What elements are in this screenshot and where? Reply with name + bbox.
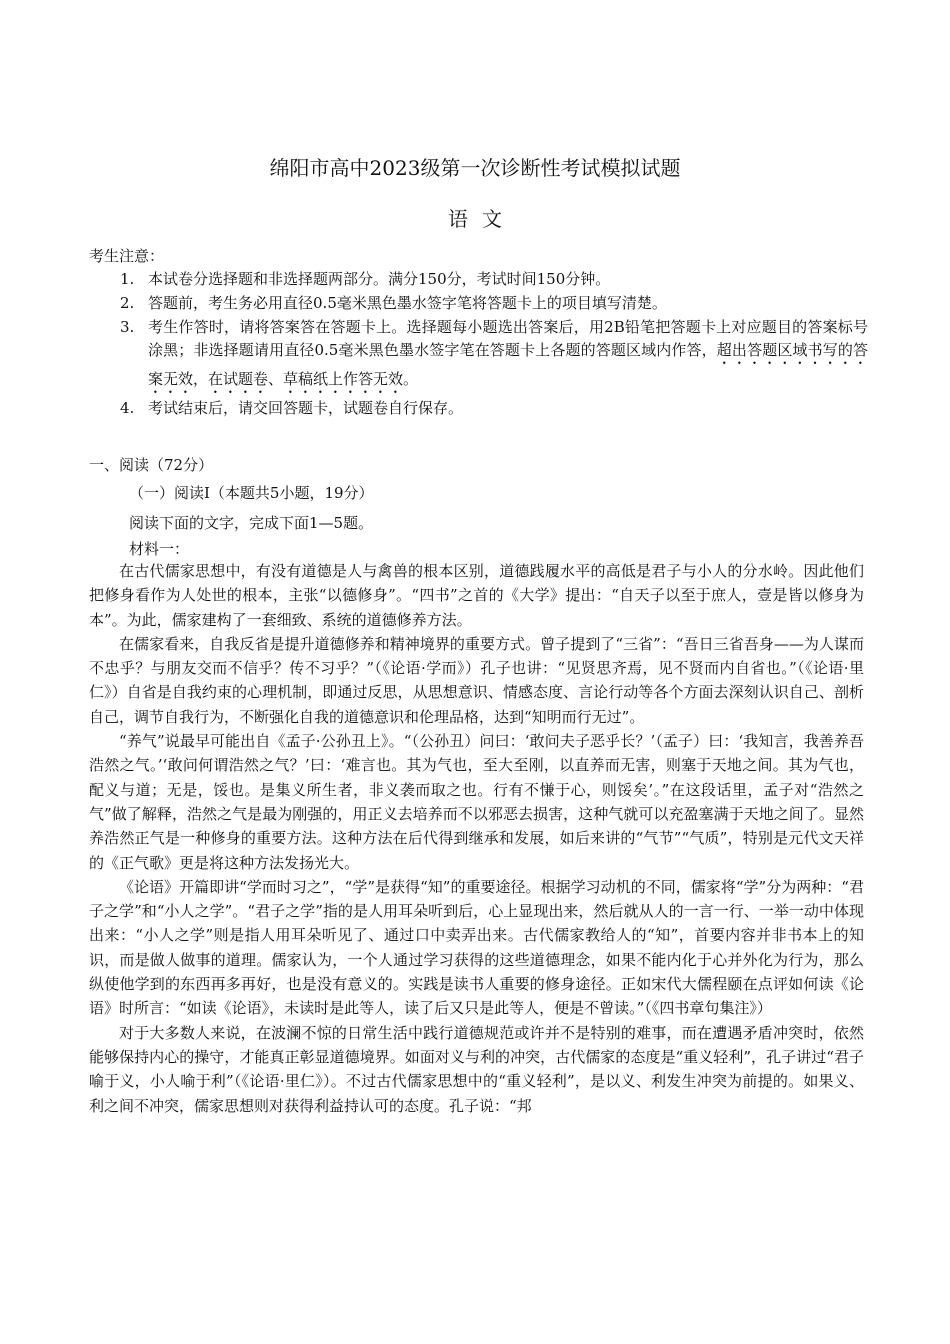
exam-title: 绵阳市高中2023级第一次诊断性考试模拟试题 [269,156,681,180]
paragraph: 在古代儒家思想中，有没有道德是人与禽兽的根本区别，道德践履水平的高低是君子与小人的分水岭。因此他们把修身看作为人处世的根本，主张“以德修身”。“四书”之首的《大学》提出：“自天子以至于庶人，壹是皆以修身为本”。为此，儒家建构了一套细致、系统的道德修养方法。 [89,562,864,629]
notice-text: 考试结束后，请交回答题卡，试题卷自行保存。 [148,399,464,417]
paragraph: 对于大多数人来说，在波澜不惊的日常生活中践行道德规范或许并不是特别的难事，而在遭遇矛盾冲突时，依然能够保持内心的操守，才能真正彰显道德境界。如面对义与利的冲突，古代儒家的态度是“重义轻利”，孔子讲过“君子喻于义，小人喻于利”（《论语·里仁》）。不过古代儒家思想中的“重义轻利”，是以义、利发生冲突为前提的。如果义、利之间不冲突，儒家思想则对获得利益持认可的态度。孔子说：“邦 [89,1023,864,1115]
article-body [89,559,864,1118]
reading-instruction: 阅读下面的文字，完成下面1—5题。 [129,514,374,532]
notice-text-emphasized: 超出答题区域书写的答案无效，在试题卷、草稿纸上作答无效。 [148,341,868,388]
notice-text: 答题前，考生务必用直径0.5毫米黑色墨水签字笔将答题卡上的项目填写清楚。 [148,294,667,312]
paragraph: 《论语》开篇即讲“学而时习之”，“学”是获得“知”的重要途径。根据学习动机的不同，儒家将“学”分为两种：“君子之学”和“小人之学”。“君子之学”指的是人用耳朵听到后，心上显现出来，然后就从人的一言一行、一举一动中体现出来：“小人之学”则是指人用耳朵听见了、通过口中卖弄出来。古代儒家教给人的“知”，首要内容并非书本上的知识，而是做人做事的道理。儒家认为，一个人通过学习获得的这些道德理念，如果不能内化于心并外化为行为，那么纵使他学到的东西再多再好，也是没有意义的。实践是读书人重要的修身途径。正如宋代大儒程颐在点评如何读《论语》时所言：“如读《论语》，未读时是此等人，读了后又只是此等人，便是不曾读。”（《四书章句集注》） [89,877,864,1018]
notice-text-plain: 考生作答时，请将答案答在答题卡上。选择题每小题选出答案后，用2B铅笔把答题卡上对应题目的答案标号涂黑；非选择题请用直径0.5毫米黑色墨水签字笔在答题卡上各题的答题区域内作答， [148,318,868,359]
paragraph: “养气”说最早可能出自《孟子·公孙丑上》。“（公孙丑）问曰：‘敢问夫子恶乎长？’（孟子）曰：‘我知言，我善养吾浩然之气。’‘敢问何谓浩然之气？’曰：‘难言也。其为气也，至大至刚，以直养而无害，则塞于天地之间。其为气也，配义与道；无是，馁也。是集义所生者，非义袭而取之也。行有不慊于心，则馁矣’。”在这段话里，孟子对“浩然之气”做了解释，浩然之气是最为刚强的，用正义去培养而不以邪恶去损害，这种气就可以充盈塞满于天地之间了。显然养浩然正气是一种修身的重要方法。这种方法在后代得到继承和发展，如后来讲的“气节”“气质”，特别是元代文天祥的《正气歌》更是将这种方法发扬光大。 [89,732,864,872]
notice-item-1 [120,268,880,292]
notice-number: 4. [120,399,135,417]
subject-title: 语文 [448,207,516,231]
section-subheading: （一）阅读Ⅰ（本题共5小题，19分） [129,484,374,502]
material-label: 材料一： [129,540,190,558]
notice-text: 本试卷分选择题和非选择题两部分。满分150分，考试时间150分钟。 [148,270,611,288]
notice-number: 2. [120,294,135,312]
notice-item-3 [120,316,880,388]
notice-heading: 考生注意： [89,247,165,265]
notice-number: 1. [120,270,135,288]
notice-text [148,316,868,397]
notice-number: 3. [120,318,135,336]
paragraph: 在儒家看来，自我反省是提升道德修养和精神境界的重要方式。曾子提到了“三省”：“吾日三省吾身——为人谋而不忠乎？与朋友交而不信乎？传不习乎？”（《论语·学而》）孔子也讲：“见贤思齐焉，见不贤而内自省也。”（《论语·里仁》）自省是自我约束的心理机制，即通过反思，从思想意识、情感态度、言论行动等各个方面去深刻认识自己、剖析自己，调节自我行为，不断强化自我的道德意识和伦理品格，达到“知明而行无过”。 [89,634,864,726]
section-heading: 一、阅读（72分） [89,456,214,474]
notice-item-2 [120,292,880,316]
notice-item-4 [120,397,880,421]
